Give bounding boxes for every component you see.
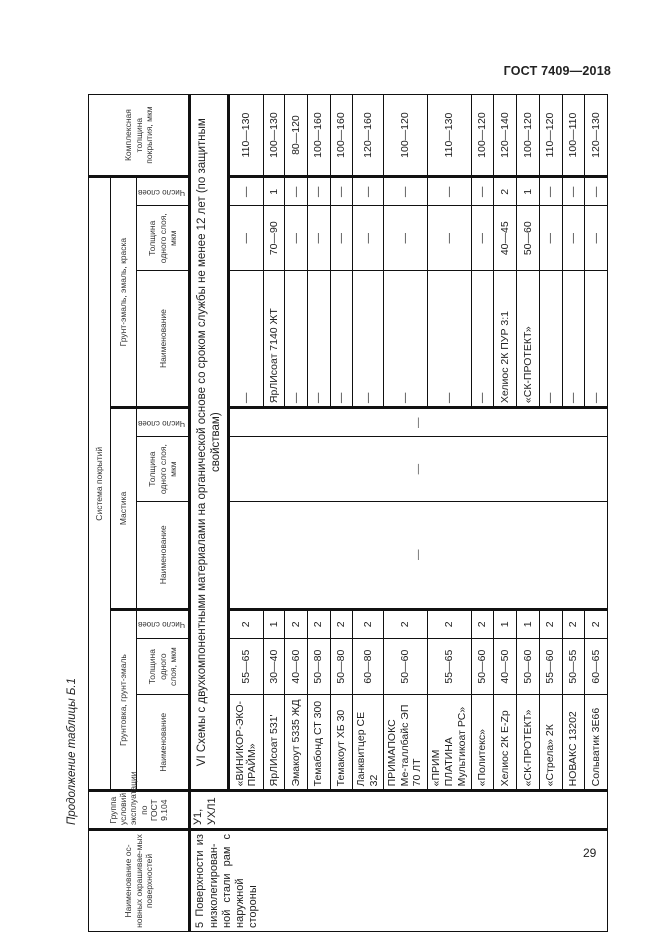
total-thickness-cell: 110—120 (539, 95, 562, 177)
topcoat-layers-cell: — (585, 177, 608, 206)
primer-name-cell: НОВАКС 13202 (562, 695, 585, 791)
total-thickness-cell: 120—130 (585, 95, 608, 177)
topcoat-layers-cell: — (383, 177, 427, 206)
topcoat-name-cell: — (353, 270, 383, 407)
standard-header: ГОСТ 7409—2018 (503, 64, 611, 78)
total-thickness-cell: 110—130 (427, 95, 471, 177)
topcoat-thickness-cell: 50—60 (517, 206, 540, 270)
topcoat-layers-cell: — (471, 177, 494, 206)
primer-name-cell: Темабонд СТ 300 (307, 695, 330, 791)
primer-thickness-cell: 60—65 (585, 639, 608, 695)
topcoat-layers-cell: — (307, 177, 330, 206)
topcoat-layers-cell: 1 (517, 177, 540, 206)
total-thickness-cell: 100—130 (263, 95, 285, 177)
topcoat-name-cell: — (585, 270, 608, 407)
header-primer-name: Наименование (137, 695, 190, 791)
primer-name-cell: Хелиос 2К Е-Zp (494, 695, 517, 791)
surface-cell: 5 Поверхности из низколегирован-ной стали рам с наружной стороны (190, 830, 608, 932)
coating-systems-table (88, 94, 608, 932)
total-thickness-cell: 80—120 (285, 95, 308, 177)
primer-thickness-cell: 50—80 (330, 639, 353, 695)
topcoat-thickness-cell: — (285, 206, 308, 270)
header-operating-group: Группа условий эксплуатации по ГОСТ 9.104 (89, 791, 190, 830)
topcoat-name-cell: ЯрЛИсоат 7140 ЖТ (263, 270, 285, 407)
total-thickness-cell: 120—140 (494, 95, 517, 177)
mastic-name-cell: — (228, 501, 607, 609)
topcoat-thickness-cell: — (471, 206, 494, 270)
primer-thickness-cell: 30—40 (263, 639, 285, 695)
topcoat-name-cell: — (330, 270, 353, 407)
topcoat-thickness-cell: — (383, 206, 427, 270)
topcoat-name-cell: «СК-ПРОТЕКТ» (517, 270, 540, 407)
primer-thickness-cell: 50—60 (517, 639, 540, 695)
total-thickness-cell: 100—110 (562, 95, 585, 177)
mastic-thickness-cell: — (228, 437, 607, 501)
primer-name-cell: ПРИМАПОКС Ме-таллбайс ЭП 70 ЛТ (383, 695, 427, 791)
header-primer-layers: Число слоев (137, 609, 190, 638)
primer-thickness-cell: 50—60 (383, 639, 427, 695)
topcoat-name-cell: — (562, 270, 585, 407)
header-total-thickness: Комплексная толщина покрытия, мкм (89, 95, 190, 177)
topcoat-layers-cell: — (330, 177, 353, 206)
topcoat-thickness-cell: — (585, 206, 608, 270)
topcoat-thickness-cell: — (307, 206, 330, 270)
total-thickness-cell: 100—120 (471, 95, 494, 177)
topcoat-name-cell: — (427, 270, 471, 407)
topcoat-thickness-cell: — (330, 206, 353, 270)
primer-name-cell: Темакоут ХБ 30 (330, 695, 353, 791)
primer-name-cell: «ВИНИКОР-ЭКО-ПРАЙМ» (228, 695, 263, 791)
primer-thickness-cell: 50—55 (562, 639, 585, 695)
primer-thickness-cell: 50—80 (307, 639, 330, 695)
topcoat-layers-cell: — (353, 177, 383, 206)
primer-name-cell: Ланквитцер СЕ 32 (353, 695, 383, 791)
header-primer-group: Грунтовка, грунт-эмаль (111, 609, 137, 791)
primer-thickness-cell: 55—60 (539, 639, 562, 695)
header-topcoat-group: Грунт-эмаль, эмаль, краска (111, 177, 137, 408)
primer-layers-cell: 2 (471, 609, 494, 638)
table-continuation-label: Продолжение таблицы Б.1 (66, 678, 78, 825)
primer-thickness-cell: 40—60 (285, 639, 308, 695)
topcoat-layers-cell: — (228, 177, 263, 206)
header-mastic-layers: Число слоев (137, 408, 190, 437)
primer-name-cell: «ПРИМ ПЛАТИНА Мультикоат РС» (427, 695, 471, 791)
topcoat-name-cell: — (307, 270, 330, 407)
topcoat-name-cell: — (228, 270, 263, 407)
rotated-table-wrapper (88, 94, 608, 932)
topcoat-layers-cell: 1 (263, 177, 285, 206)
topcoat-name-cell: Хелиос 2К ПУР 3:1 (494, 270, 517, 407)
topcoat-layers-cell: — (539, 177, 562, 206)
topcoat-thickness-cell: — (228, 206, 263, 270)
topcoat-layers-cell: — (427, 177, 471, 206)
primer-thickness-cell: 60—80 (353, 639, 383, 695)
total-thickness-cell: 100—160 (307, 95, 330, 177)
header-mastic-group: Мастика (111, 408, 137, 610)
topcoat-name-cell: — (539, 270, 562, 407)
header-mastic-thickness: Толщина одного слоя, мкм (137, 437, 190, 501)
primer-name-cell: Эмакоут 5335 ЖД (285, 695, 308, 791)
topcoat-thickness-cell: 40—45 (494, 206, 517, 270)
primer-layers-cell: 2 (585, 609, 608, 638)
primer-name-cell: «Стрела» 2К (539, 695, 562, 791)
header-primer-thickness: Толщина одного слоя, мкм (137, 639, 190, 695)
topcoat-thickness-cell: — (539, 206, 562, 270)
topcoat-name-cell: — (383, 270, 427, 407)
total-thickness-cell: 120—160 (353, 95, 383, 177)
total-thickness-cell: 110—130 (228, 95, 263, 177)
topcoat-thickness-cell: — (353, 206, 383, 270)
total-thickness-cell: 100—120 (517, 95, 540, 177)
header-mastic-name: Наименование (137, 501, 190, 609)
primer-layers-cell: 1 (263, 609, 285, 638)
topcoat-name-cell: — (285, 270, 308, 407)
primer-name-cell: Сольватик 3Е66 (585, 695, 608, 791)
primer-layers-cell: 2 (330, 609, 353, 638)
primer-layers-cell: 2 (228, 609, 263, 638)
primer-name-cell: ЯрЛИсоат 531' (263, 695, 285, 791)
primer-layers-cell: 2 (562, 609, 585, 638)
header-topcoat-thickness: Толщина одного слоя, мкм (137, 206, 190, 270)
page-number: 29 (583, 846, 597, 860)
topcoat-layers-cell: — (562, 177, 585, 206)
header-coating-system: Система покрытий (89, 177, 111, 791)
primer-name-cell: «СК-ПРОТЕКТ» (517, 695, 540, 791)
primer-layers-cell: 2 (285, 609, 308, 638)
primer-layers-cell: 2 (427, 609, 471, 638)
primer-thickness-cell: 55—65 (427, 639, 471, 695)
topcoat-thickness-cell: 70—90 (263, 206, 285, 270)
topcoat-layers-cell: 2 (494, 177, 517, 206)
header-topcoat-name: Наименование (137, 270, 190, 407)
primer-thickness-cell: 50—60 (471, 639, 494, 695)
section-title: VI Схемы с двухкомпонентными материалами на органической основе со сроком службы не менее 12 лет (по защитным свойствам) (190, 95, 229, 791)
primer-thickness-cell: 40—50 (494, 639, 517, 695)
total-thickness-cell: 100—160 (330, 95, 353, 177)
primer-layers-cell: 2 (539, 609, 562, 638)
total-thickness-cell: 100—120 (383, 95, 427, 177)
primer-layers-cell: 1 (517, 609, 540, 638)
primer-layers-cell: 1 (494, 609, 517, 638)
primer-layers-cell: 2 (307, 609, 330, 638)
topcoat-thickness-cell: — (427, 206, 471, 270)
header-topcoat-layers: Число слоев (137, 177, 190, 206)
primer-layers-cell: 2 (383, 609, 427, 638)
primer-layers-cell: 2 (353, 609, 383, 638)
operating-group-cell: У1, УХЛ1 (190, 791, 608, 830)
primer-thickness-cell: 55—65 (228, 639, 263, 695)
topcoat-name-cell: — (471, 270, 494, 407)
mastic-layers-cell: — (228, 408, 607, 437)
primer-name-cell: «Политекс» (471, 695, 494, 791)
header-surface-name: Наименование ос-новных окрашивае-мых поверхностей (89, 830, 190, 932)
topcoat-thickness-cell: — (562, 206, 585, 270)
topcoat-layers-cell: — (285, 177, 308, 206)
